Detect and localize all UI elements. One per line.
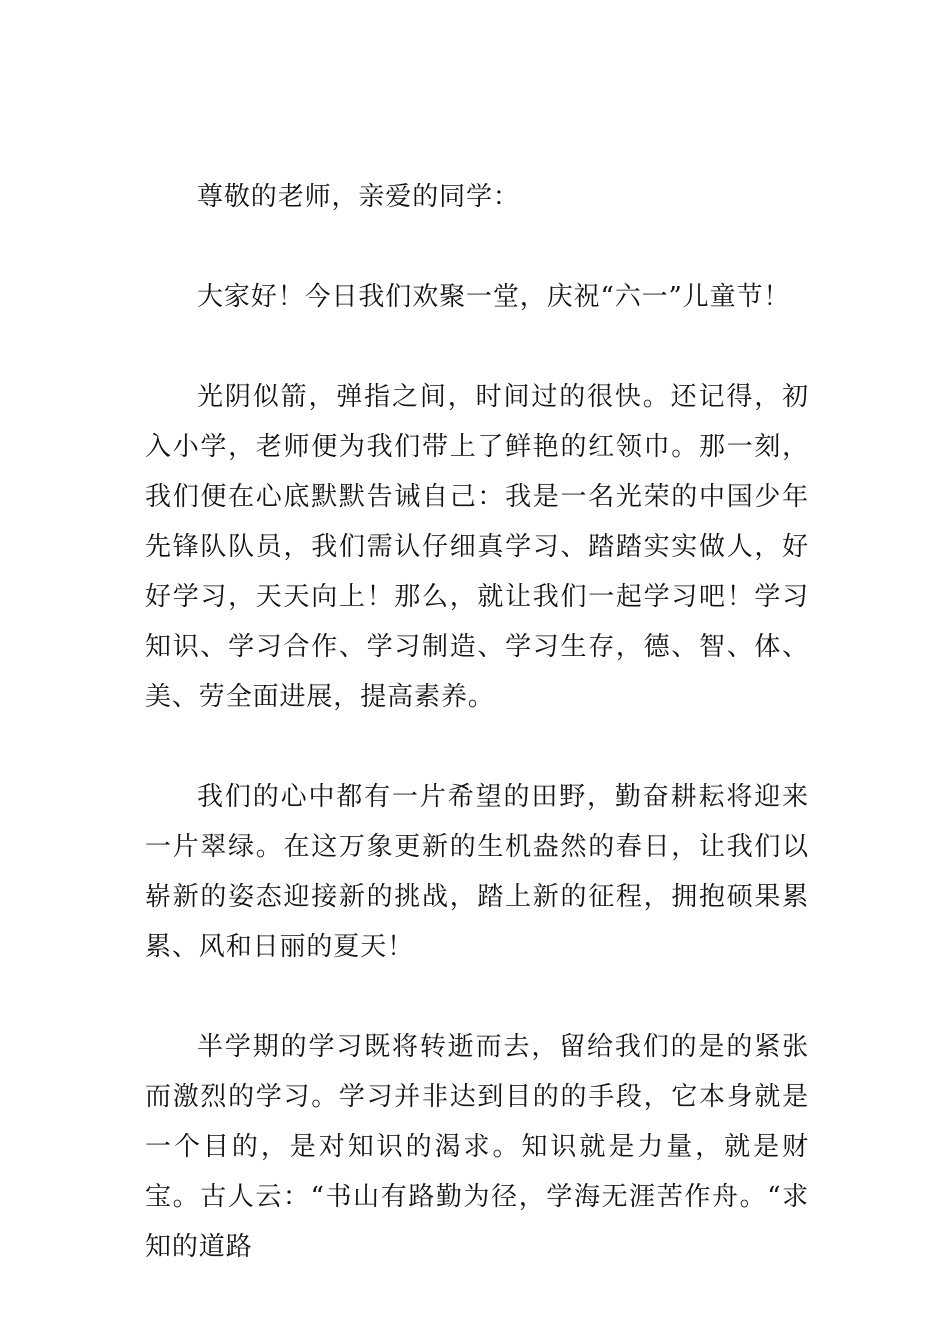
salutation-paragraph: 尊敬的老师，亲爱的同学： <box>197 182 520 212</box>
paragraph-spacer <box>145 972 809 1022</box>
greeting-paragraph: 大家好！今日我们欢聚一堂，庆祝“六一”儿童节！ <box>197 282 791 312</box>
body-paragraph-3: 半学期的学习既将转逝而去，留给我们的是的紧张而激烈的学习。学习并非达到目的的手段，它本身就是一个目的，是对知识的渴求。知识就是力量，就是财宝。古人云：“书山有路勤为径，学海无涯苦作舟。“求知的道路 <box>145 1032 809 1262</box>
body-paragraph-1: 光阴似箭，弹指之间，时间过的很快。还记得，初入小学，老师便为我们带上了鲜艳的红领巾。那一刻，我们便在心底默默告诫自己：我是一名光荣的中国少年先锋队队员，我们需认仔细真学习、踏踏实实做人，好好学习，天天向上！那么，就让我们一起学习吧！学习知识、学习合作、学习制造、学习生存，德、智、体、美、劳全面进展，提高素养。 <box>145 382 809 712</box>
body-paragraph-2: 我们的心中都有一片希望的田野，勤奋耕耘将迎来一片翠绿。在这万象更新的生机盎然的春日，让我们以崭新的姿态迎接新的挑战，踏上新的征程，拥抱硕果累累、风和日丽的夏天！ <box>145 782 809 962</box>
paragraph-spacer <box>145 722 809 772</box>
paragraph-spacer <box>145 222 809 272</box>
paragraph-spacer <box>145 322 809 372</box>
document-body <box>145 172 809 1272</box>
